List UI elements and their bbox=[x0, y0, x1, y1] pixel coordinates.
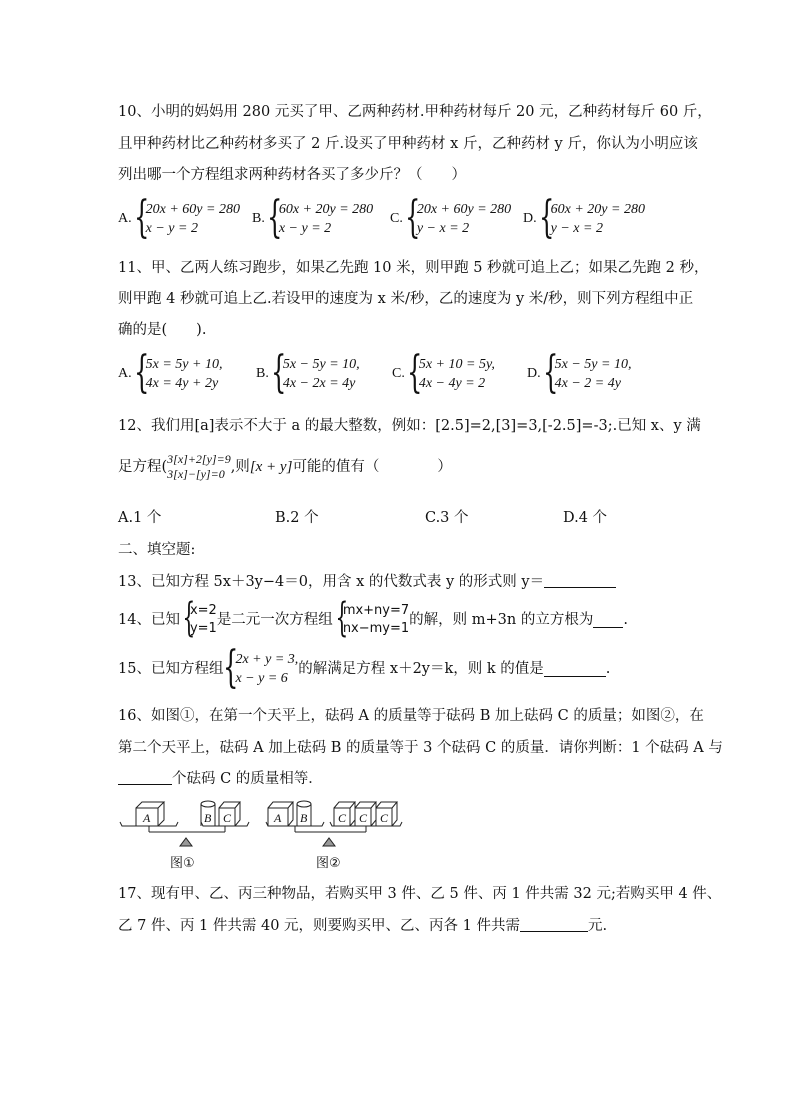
q10-option-c[interactable]: C. { 20x + 60y = 280 y − x = 2 bbox=[390, 191, 512, 243]
q17-line2: 乙 7 件、丙 1 件共需 40 元，则要购买甲、乙、丙各 1 件共需 元. bbox=[118, 918, 608, 934]
q12-line2: 足方程( 3[x]+2[y]=9 3[x]−[y]=0 ,则 [x + y] 可能的值有（ ） bbox=[118, 452, 452, 481]
q12-option-b[interactable]: B.2 个 bbox=[275, 510, 319, 526]
q10-line1: 10、小明的妈妈用 280 元买了甲、乙两种药材.甲种药材每斤 20 元，乙种药材每斤 60 斤， bbox=[118, 104, 712, 120]
q13-answer-blank[interactable] bbox=[544, 573, 616, 588]
weight-a-label-1: A bbox=[143, 811, 151, 825]
q13-line: 13、已知方程 5x＋3y−4＝0，用含 x 的代数式表 y 的形式则 y＝ bbox=[118, 572, 616, 592]
q17-line1: 17、现有甲、乙、丙三种物品，若购买甲 3 件、乙 5 件、丙 1 件共需 32 元;若购买甲 4 件、 bbox=[118, 886, 722, 902]
q14-line: 14、已知 { x=2 y=1 是二元一次方程组 { mx+ny=7 nx−my=1 的解，则 m+3n 的立方根为 . bbox=[118, 595, 628, 641]
figure-2-caption: 图② bbox=[316, 856, 341, 871]
weight-b-label-1: B bbox=[204, 811, 212, 825]
q14-system: mx+ny=7 nx−my=1 bbox=[342, 603, 410, 636]
q11-line3: 确的是( ). bbox=[118, 322, 207, 338]
q17-answer-blank[interactable] bbox=[520, 917, 588, 932]
q12-option-a[interactable]: A.1 个 bbox=[118, 510, 162, 526]
q12-option-d[interactable]: D.4 个 bbox=[563, 510, 608, 526]
q11-option-c[interactable]: C. { 5x + 10 = 5y, 4x − 4y = 2 bbox=[392, 346, 495, 398]
q14-answer-blank[interactable] bbox=[593, 613, 623, 628]
q11-line2: 则甲跑 4 秒就可追上乙.若设甲的速度为 x 米/秒，乙的速度为 y 米/秒，则下列方程组中正 bbox=[118, 291, 694, 307]
q15-system: 2x + y = 3, x − y = 6 bbox=[235, 652, 299, 686]
balance-2-fulcrum bbox=[323, 838, 335, 846]
q15-answer-blank[interactable] bbox=[544, 662, 606, 677]
balance-1-fulcrum bbox=[180, 838, 192, 846]
section-heading: 二、填空题: bbox=[118, 542, 196, 558]
q11-line1: 11、甲、乙两人练习跑步，如果乙先跑 10 米，则甲跑 5 秒就可追上乙；如果乙先跑 2 秒， bbox=[118, 260, 709, 276]
q11-option-d[interactable]: D. { 5x − 5y = 10, 4x − 2 = 4y bbox=[527, 346, 632, 398]
q11-option-b[interactable]: B. { 5x − 5y = 10, 4x − 2x = 4y bbox=[256, 346, 360, 398]
q16-line1: 16、如图①，在第一个天平上，砝码 A 的质量等于砝码 B 加上砝码 C 的质量；如图②，在 bbox=[118, 708, 704, 724]
q16-line3: 个砝码 C 的质量相等． bbox=[118, 769, 323, 789]
weight-c-label-2a: C bbox=[338, 811, 347, 825]
balance-figures bbox=[118, 798, 418, 868]
q10-option-a[interactable]: A. { 20x + 60y = 280 x − y = 2 bbox=[118, 191, 240, 243]
q16-answer-blank[interactable] bbox=[118, 770, 172, 785]
q10-option-b[interactable]: B. { 60x + 20y = 280 x − y = 2 bbox=[252, 191, 374, 243]
q11-option-a[interactable]: A. { 5x = 5y + 10, 4x = 4y + 2y bbox=[118, 346, 223, 398]
weight-c-label-2c: C bbox=[380, 811, 389, 825]
q15-line: 15、已知方程组 { 2x + y = 3, x − y = 6 的解满足方程 x＋2y＝k，则 k 的值是 . bbox=[118, 641, 611, 693]
weight-a-label-2: A bbox=[274, 811, 282, 825]
q10-line2: 且甲种药材比乙种药材多买了 2 斤.设买了甲种药材 x 斤，乙种药材 y 斤，你认为小明应该 bbox=[118, 136, 698, 152]
q14-solution: x=2 y=1 bbox=[189, 603, 217, 636]
weight-c-label-1: C bbox=[223, 811, 232, 825]
q10-option-d[interactable]: D. { 60x + 20y = 280 y − x = 2 bbox=[523, 191, 645, 243]
weight-b-label-2: B bbox=[300, 811, 308, 825]
q16-line2: 第二个天平上，砝码 A 加上砝码 B 的质量等于 3 个砝码 C 的质量．请你判断：1 个砝码 A 与 bbox=[118, 740, 723, 756]
figure-1-caption: 图① bbox=[170, 856, 195, 871]
q12-option-c[interactable]: C.3 个 bbox=[425, 510, 469, 526]
q12-system: 3[x]+2[y]=9 3[x]−[y]=0 bbox=[167, 452, 231, 481]
q10-line3: 列出哪一个方程组求两种药材各买了多少斤？（ ） bbox=[118, 167, 466, 183]
weight-c-label-2b: C bbox=[359, 811, 368, 825]
q12-line1: 12、我们用[a]表示不大于 a 的最大整数，例如：[2.5]=2,[3]=3,[-2.5]=-3;.已知 x、y 满 bbox=[118, 418, 701, 434]
